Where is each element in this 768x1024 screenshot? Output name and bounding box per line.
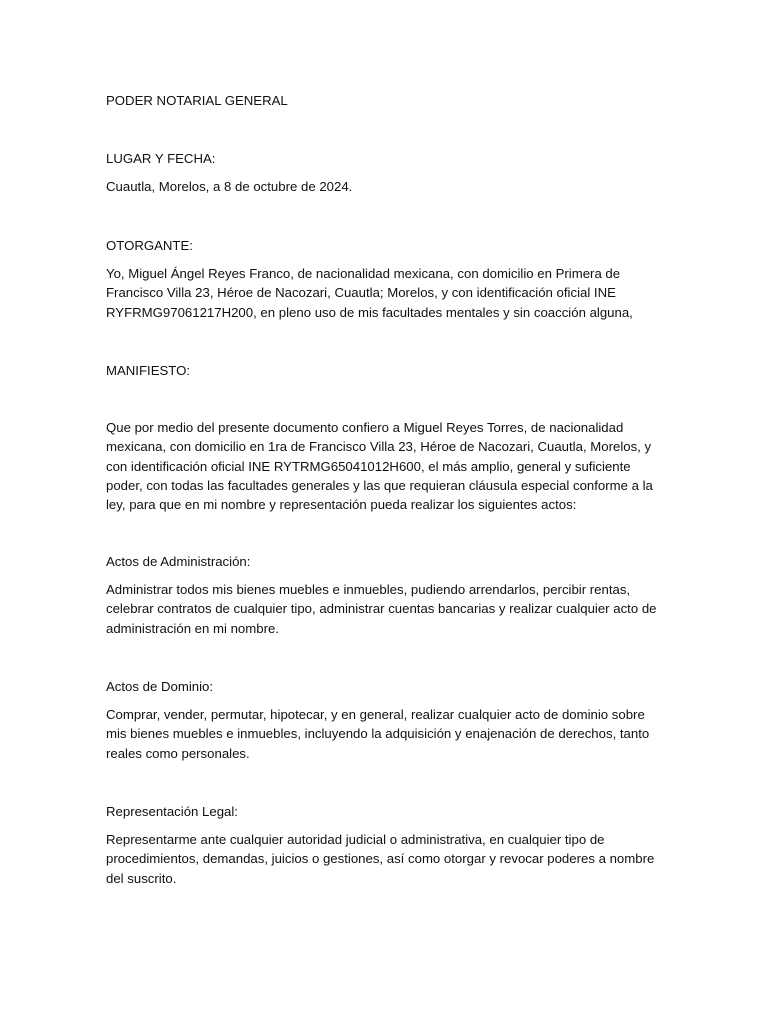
administration-heading: Actos de Administración: [106,554,251,569]
ownership-heading: Actos de Dominio: [106,679,214,694]
legal-representation-text: Representarme ante cualquier autoridad judicial o administrativa, en cualquier tipo de procedimientos, demandas, juicios o gestiones, así como otorgar y revocar poderes a nombre del suscrito. [106,832,655,886]
ownership-text: Comprar, vender, permutar, hipotecar, y en general, realizar cualquier acto de dominio sobre mis bienes muebles e inmuebles, incluyendo la adquisición y enajenación de derechos, tanto reales como personales. [106,707,650,761]
administration-text: Administrar todos mis bienes muebles e inmuebles, pudiendo arrendarlos, percibir rentas, celebrar contratos de cualquier tipo, administrar cuentas bancarias y realizar cualquier acto de administración en mi nombre. [106,582,657,636]
place-date-text: Cuautla, Morelos, a 8 de octubre de 2024. [106,179,353,194]
declaration-text: Que por medio del presente documento confiero a Miguel Reyes Torres, de nacionalidad mexicana, con domicilio en 1ra de Francisco Villa 23, Héroe de Nacozari, Cuautla, Morelos, y con identificación oficial INE RYTRMG65041012H600, el más amplio, general y suficiente poder, con todas las facultades generales y las que requieran cláusula especial conforme a la ley, para que en mi nombre y representación pueda realizar los siguientes actos: [106,420,653,513]
grantor-text: Yo, Miguel Ángel Reyes Franco, de nacionalidad mexicana, con domicilio en Primera de Francisco Villa 23, Héroe de Nacozari, Cuautla; Morelos, y con identificación oficial INE RYFRMG97061217H200, en pleno uso de mis facultades mentales y sin coacción alguna, [106,266,633,320]
document-title: PODER NOTARIAL GENERAL [106,93,288,108]
declaration-heading: MANIFIESTO: [106,363,191,378]
place-date-heading: LUGAR Y FECHA: [106,151,216,166]
legal-representation-heading: Representación Legal: [106,804,238,819]
grantor-heading: OTORGANTE: [106,238,193,253]
